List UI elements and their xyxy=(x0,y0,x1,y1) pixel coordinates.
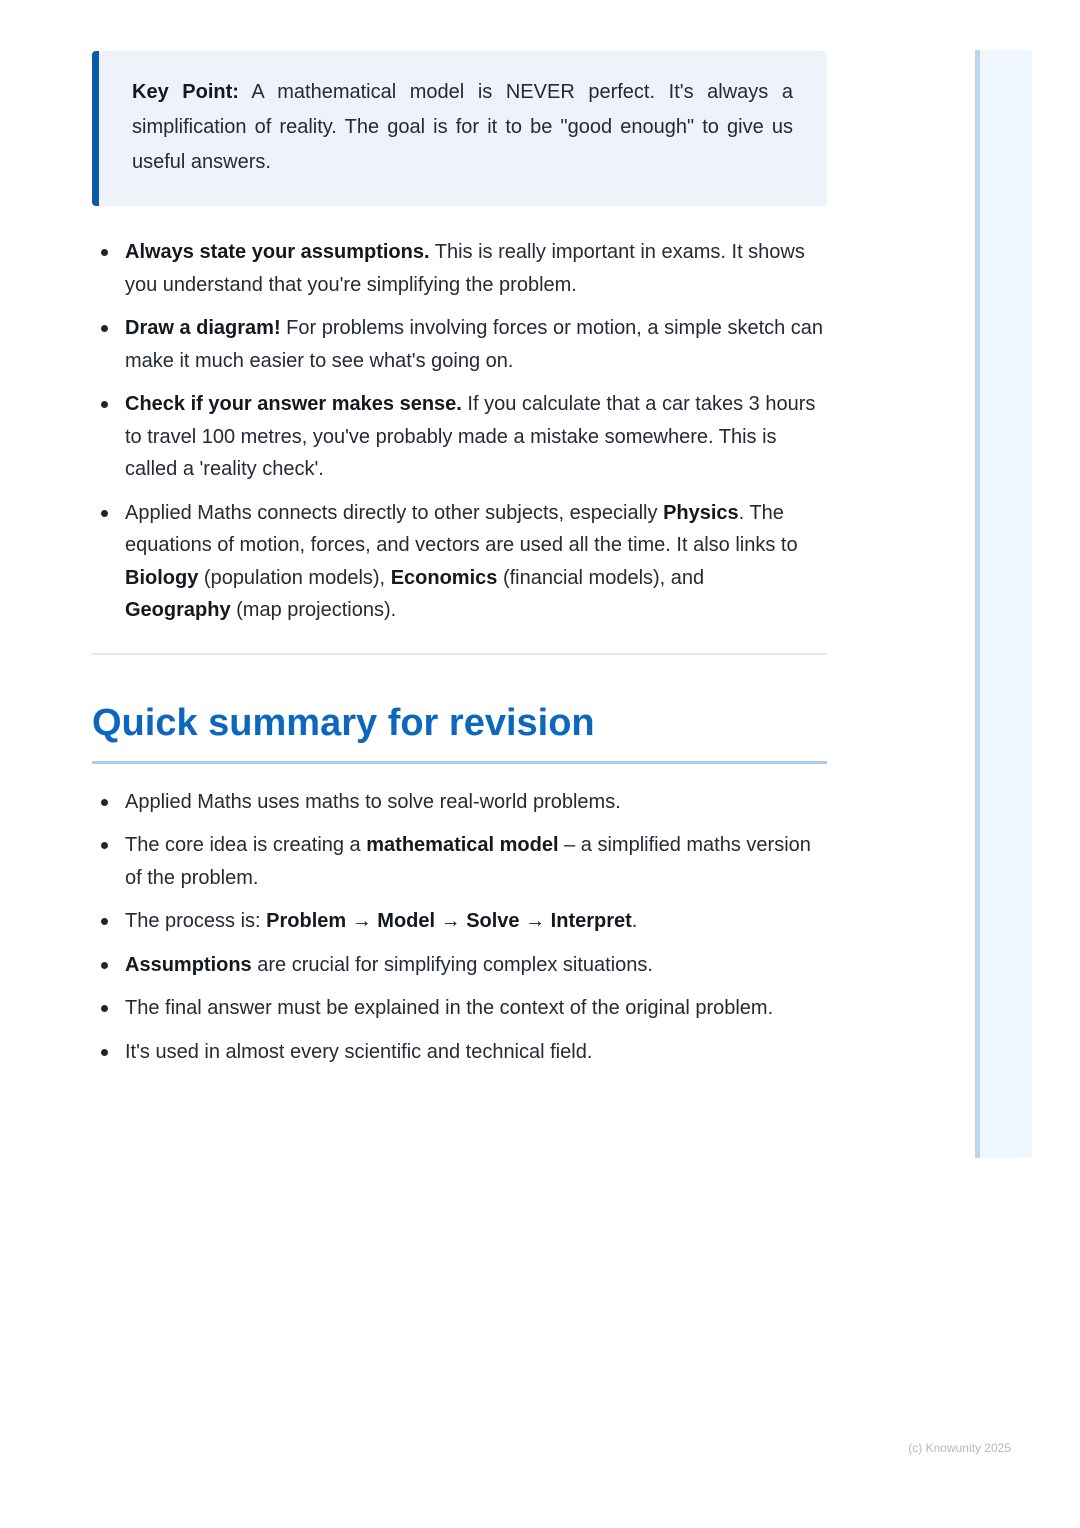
section-divider xyxy=(92,653,827,655)
side-panel xyxy=(975,50,1032,1158)
list-item xyxy=(92,786,827,819)
list-item xyxy=(92,949,827,982)
summary-bold: Assumptions xyxy=(125,953,252,976)
connections-text: (population models), xyxy=(203,566,386,589)
key-point-callout xyxy=(92,51,827,206)
summary-text: It's used in almost every scientific and technical field. xyxy=(125,1040,593,1063)
list-item xyxy=(92,312,827,377)
summary-text: . xyxy=(631,910,638,932)
summary-bold: mathematical model xyxy=(366,834,559,856)
subject-biology: Biology xyxy=(125,566,199,589)
copyright-footer: (c) Knowunity 2025 xyxy=(908,1441,1011,1455)
summary-text: Applied Maths uses maths to solve real-world problems. xyxy=(125,790,621,813)
summary-text: are crucial for simplifying complex situations. xyxy=(257,953,653,976)
tip-bold: Draw a diagram! xyxy=(125,317,281,339)
tip-bold: Always state your assumptions. xyxy=(125,241,430,263)
list-item xyxy=(92,388,827,486)
summary-text: – a simplified maths version of the problem. xyxy=(125,834,811,889)
tip-text: This is really important in exams. It shows you understand that you're simplifying the problem. xyxy=(125,241,805,296)
list-item xyxy=(92,829,827,894)
connections-text: (map projections). xyxy=(236,599,397,621)
subject-geography: Geography xyxy=(125,599,231,621)
tip-text: For problems involving forces or motion, a simple sketch can make it much easier to see what's going on. xyxy=(125,317,824,372)
summary-text: The final answer must be explained in the context of the original problem. xyxy=(125,997,774,1019)
callout-label: Key Point: xyxy=(132,81,239,103)
summary-list xyxy=(92,786,827,1069)
tips-list xyxy=(92,236,827,627)
connections-text: (financial models), and xyxy=(502,566,705,589)
main-content xyxy=(92,51,827,1079)
subject-physics: Physics xyxy=(663,501,739,524)
summary-heading: Quick summary for revision xyxy=(92,699,827,764)
tip-text: If you calculate that a car takes 3 hours to travel 100 metres, you've probably made a mistake somewhere. This is called a 'reality check'. xyxy=(125,393,816,480)
subject-economics: Economics xyxy=(390,566,498,589)
summary-bold: Problem → Model → Solve → Interpret xyxy=(266,910,632,932)
list-item xyxy=(92,905,827,938)
callout-text: A mathematical model is NEVER perfect. It's always a simplification of reality. The goal is for it to be "good enough" to give us useful answers. xyxy=(132,81,793,173)
list-item xyxy=(92,1036,827,1069)
connections-text: Applied Maths connects directly to other subjects, especially xyxy=(125,501,658,524)
list-item xyxy=(92,992,827,1025)
list-item xyxy=(92,236,827,301)
summary-text: The core idea is creating a xyxy=(125,834,361,856)
summary-text: The process is: xyxy=(125,910,261,932)
tip-bold: Check if your answer makes sense. xyxy=(125,393,462,415)
list-item xyxy=(92,497,827,627)
connections-text: . The equations of motion, forces, and vectors are used all the time. It also links to xyxy=(125,501,798,556)
